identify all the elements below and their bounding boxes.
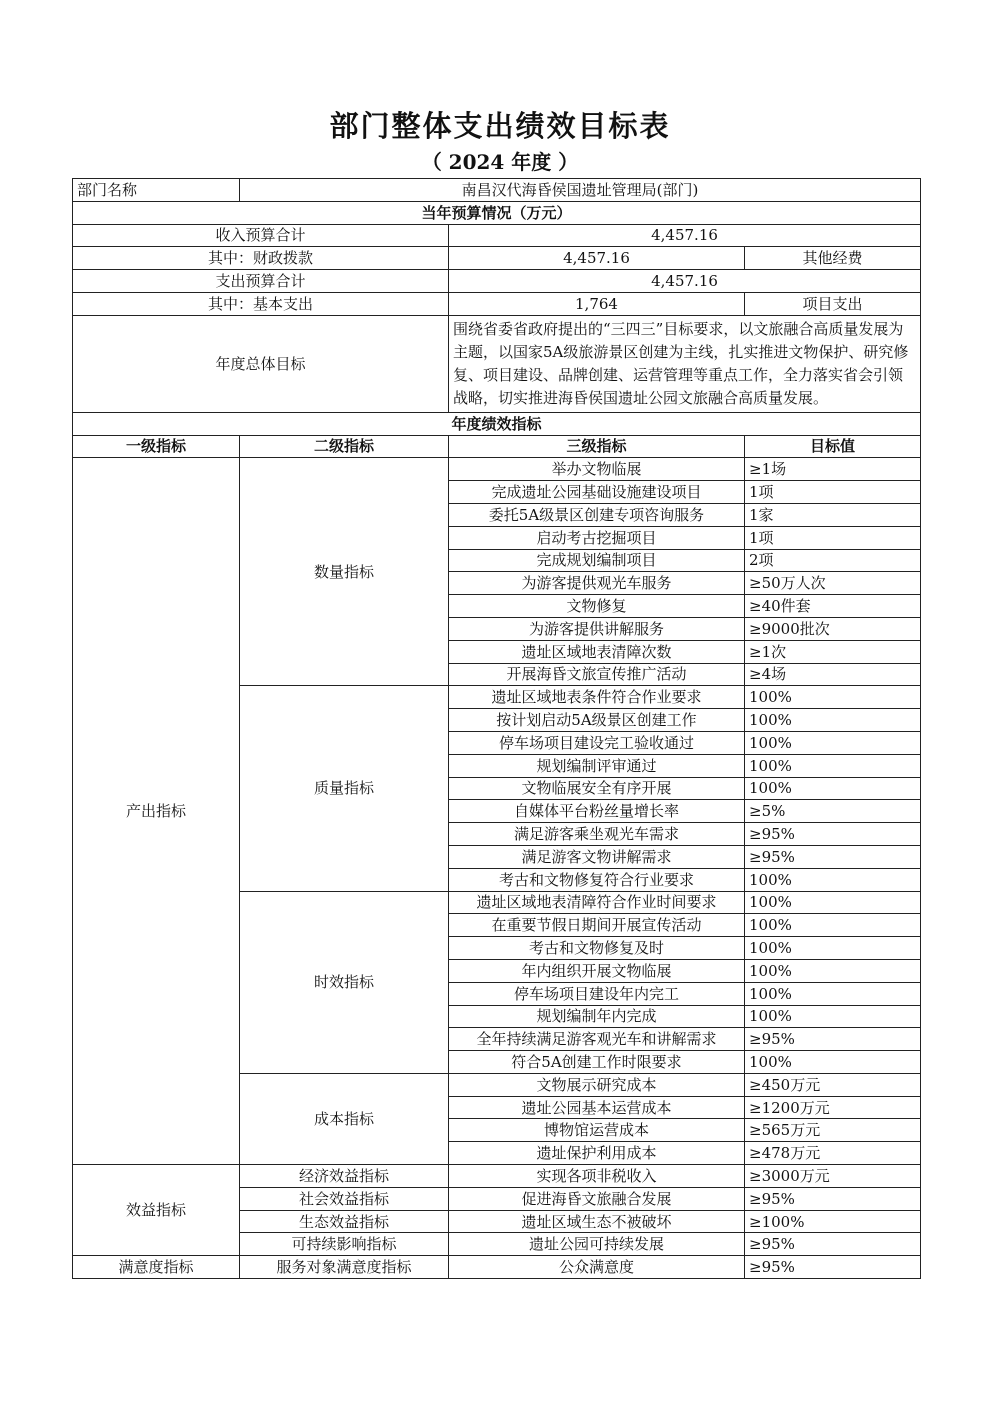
level3-indicator: 遗址区域生态不被破坏 [449, 1210, 745, 1233]
level3-indicator: 全年持续满足游客观光车和讲解需求 [449, 1028, 745, 1051]
level3-indicator: 博物馆运营成本 [449, 1119, 745, 1142]
income-total-row [73, 224, 921, 247]
level3-indicator: 在重要节假日期间开展宣传活动 [449, 914, 745, 937]
perf-header-row [73, 412, 921, 435]
target-value: 100% [745, 982, 921, 1005]
level2-indicator: 时效指标 [240, 891, 449, 1073]
level3-indicator: 考古和文物修复及时 [449, 937, 745, 960]
level3-indicator: 考古和文物修复符合行业要求 [449, 868, 745, 891]
target-value: 100% [745, 686, 921, 709]
expense-total-row [73, 270, 921, 293]
target-value: 100% [745, 1051, 921, 1074]
col-header-level3: 三级指标 [449, 435, 745, 458]
basic-value: 1,764 [449, 292, 745, 315]
goal-row [73, 315, 921, 412]
dept-row [73, 179, 921, 202]
level2-indicator: 成本指标 [240, 1073, 449, 1164]
dept-label: 部门名称 [73, 179, 240, 202]
level2-indicator: 经济效益指标 [240, 1165, 449, 1188]
col-header-row [73, 435, 921, 458]
level3-indicator: 遗址公园基本运营成本 [449, 1096, 745, 1119]
goal-text: 围绕省委省政府提出的“三四三”目标要求，以文旅融合高质量发展为主题，以国家5A级旅游景区创建为主线，扎实推进文物保护、研究修复、项目建设、品牌创建、运营管理等重点工作，全力落实省会引领战略，切实推进海昏侯国遗址公园文旅融合高质量发展。 [449, 315, 921, 412]
level3-indicator: 为游客提供观光车服务 [449, 572, 745, 595]
level3-indicator: 遗址区域地表清障次数 [449, 640, 745, 663]
target-value: 1家 [745, 503, 921, 526]
target-value: 100% [745, 914, 921, 937]
level3-indicator: 满足游客文物讲解需求 [449, 845, 745, 868]
level3-indicator: 公众满意度 [449, 1256, 745, 1279]
fiscal-value: 4,457.16 [449, 247, 745, 270]
target-value: ≥95% [745, 1256, 921, 1279]
level1-indicator: 产出指标 [73, 458, 240, 1165]
target-value: ≥1场 [745, 458, 921, 481]
perf-header: 年度绩效指标 [73, 412, 921, 435]
budget-header-row [73, 201, 921, 224]
level2-indicator: 数量指标 [240, 458, 449, 686]
target-value: ≥3000万元 [745, 1165, 921, 1188]
target-value: 100% [745, 731, 921, 754]
fiscal-label: 其中：财政拨款 [73, 247, 449, 270]
target-value: ≥95% [745, 1187, 921, 1210]
target-value: 100% [745, 937, 921, 960]
level3-indicator: 遗址保护利用成本 [449, 1142, 745, 1165]
target-value: 100% [745, 959, 921, 982]
level3-indicator: 文物修复 [449, 595, 745, 618]
level3-indicator: 年内组织开展文物临展 [449, 959, 745, 982]
dept-name: 南昌汉代海昏侯国遗址管理局(部门) [240, 179, 921, 202]
col-header-target: 目标值 [745, 435, 921, 458]
col-header-level2: 二级指标 [240, 435, 449, 458]
budget-header: 当年预算情况（万元） [73, 201, 921, 224]
level1-indicator: 效益指标 [73, 1165, 240, 1256]
basic-label: 其中：基本支出 [73, 292, 449, 315]
level3-indicator: 遗址区域地表清障符合作业时间要求 [449, 891, 745, 914]
page-title: 部门整体支出绩效目标表 [329, 109, 671, 143]
level3-indicator: 开展海昏文旅宣传推广活动 [449, 663, 745, 686]
level3-indicator: 举办文物临展 [449, 458, 745, 481]
table-row [73, 458, 921, 481]
target-value: 2项 [745, 549, 921, 572]
target-value: ≥478万元 [745, 1142, 921, 1165]
level2-indicator: 社会效益指标 [240, 1187, 449, 1210]
target-value: 100% [745, 1005, 921, 1028]
target-value: 100% [745, 891, 921, 914]
target-value: 100% [745, 754, 921, 777]
income-total-label: 收入预算合计 [73, 224, 449, 247]
level3-indicator: 规划编制年内完成 [449, 1005, 745, 1028]
table-row [73, 1256, 921, 1279]
level2-indicator: 可持续影响指标 [240, 1233, 449, 1256]
table-row [73, 1165, 921, 1188]
level3-indicator: 文物展示研究成本 [449, 1073, 745, 1096]
level3-indicator: 停车场项目建设完工验收通过 [449, 731, 745, 754]
level2-indicator: 生态效益指标 [240, 1210, 449, 1233]
target-value: 100% [745, 709, 921, 732]
level3-indicator: 委托5A级景区创建专项咨询服务 [449, 503, 745, 526]
fiscal-row [73, 247, 921, 270]
level3-indicator: 完成规划编制项目 [449, 549, 745, 572]
project-label: 项目支出 [745, 292, 921, 315]
level2-indicator: 质量指标 [240, 686, 449, 891]
target-value: 1项 [745, 481, 921, 504]
level3-indicator: 启动考古挖掘项目 [449, 526, 745, 549]
level3-indicator: 按计划启动5A级景区创建工作 [449, 709, 745, 732]
performance-table [72, 178, 921, 1279]
target-value: ≥100% [745, 1210, 921, 1233]
expense-total-label: 支出预算合计 [73, 270, 449, 293]
target-value: ≥450万元 [745, 1073, 921, 1096]
target-value: ≥40件套 [745, 595, 921, 618]
target-value: ≥50万人次 [745, 572, 921, 595]
target-value: 1项 [745, 526, 921, 549]
target-value: ≥565万元 [745, 1119, 921, 1142]
level3-indicator: 实现各项非税收入 [449, 1165, 745, 1188]
target-value: ≥4场 [745, 663, 921, 686]
other-label: 其他经费 [745, 247, 921, 270]
target-value: ≥95% [745, 1233, 921, 1256]
level3-indicator: 文物临展安全有序开展 [449, 777, 745, 800]
level3-indicator: 停车场项目建设年内完工 [449, 982, 745, 1005]
level3-indicator: 为游客提供讲解服务 [449, 617, 745, 640]
target-value: 100% [745, 777, 921, 800]
level2-indicator: 服务对象满意度指标 [240, 1256, 449, 1279]
page-subtitle-year: （ 2024 年度 ） [421, 150, 579, 174]
target-value: ≥95% [745, 1028, 921, 1051]
target-value: ≥5% [745, 800, 921, 823]
level3-indicator: 自媒体平台粉丝量增长率 [449, 800, 745, 823]
col-header-level1: 一级指标 [73, 435, 240, 458]
goal-label: 年度总体目标 [73, 315, 449, 412]
level3-indicator: 规划编制评审通过 [449, 754, 745, 777]
expense-total-value: 4,457.16 [449, 270, 921, 293]
level3-indicator: 符合5A创建工作时限要求 [449, 1051, 745, 1074]
target-value: ≥95% [745, 845, 921, 868]
level3-indicator: 完成遗址公园基础设施建设项目 [449, 481, 745, 504]
target-value: 100% [745, 868, 921, 891]
basic-row [73, 292, 921, 315]
target-value: ≥95% [745, 823, 921, 846]
level1-indicator: 满意度指标 [73, 1256, 240, 1279]
level3-indicator: 遗址公园可持续发展 [449, 1233, 745, 1256]
target-value: ≥9000批次 [745, 617, 921, 640]
target-value: ≥1200万元 [745, 1096, 921, 1119]
income-total-value: 4,457.16 [449, 224, 921, 247]
level3-indicator: 满足游客乘坐观光车需求 [449, 823, 745, 846]
level3-indicator: 促进海昏文旅融合发展 [449, 1187, 745, 1210]
level3-indicator: 遗址区域地表条件符合作业要求 [449, 686, 745, 709]
target-value: ≥1次 [745, 640, 921, 663]
